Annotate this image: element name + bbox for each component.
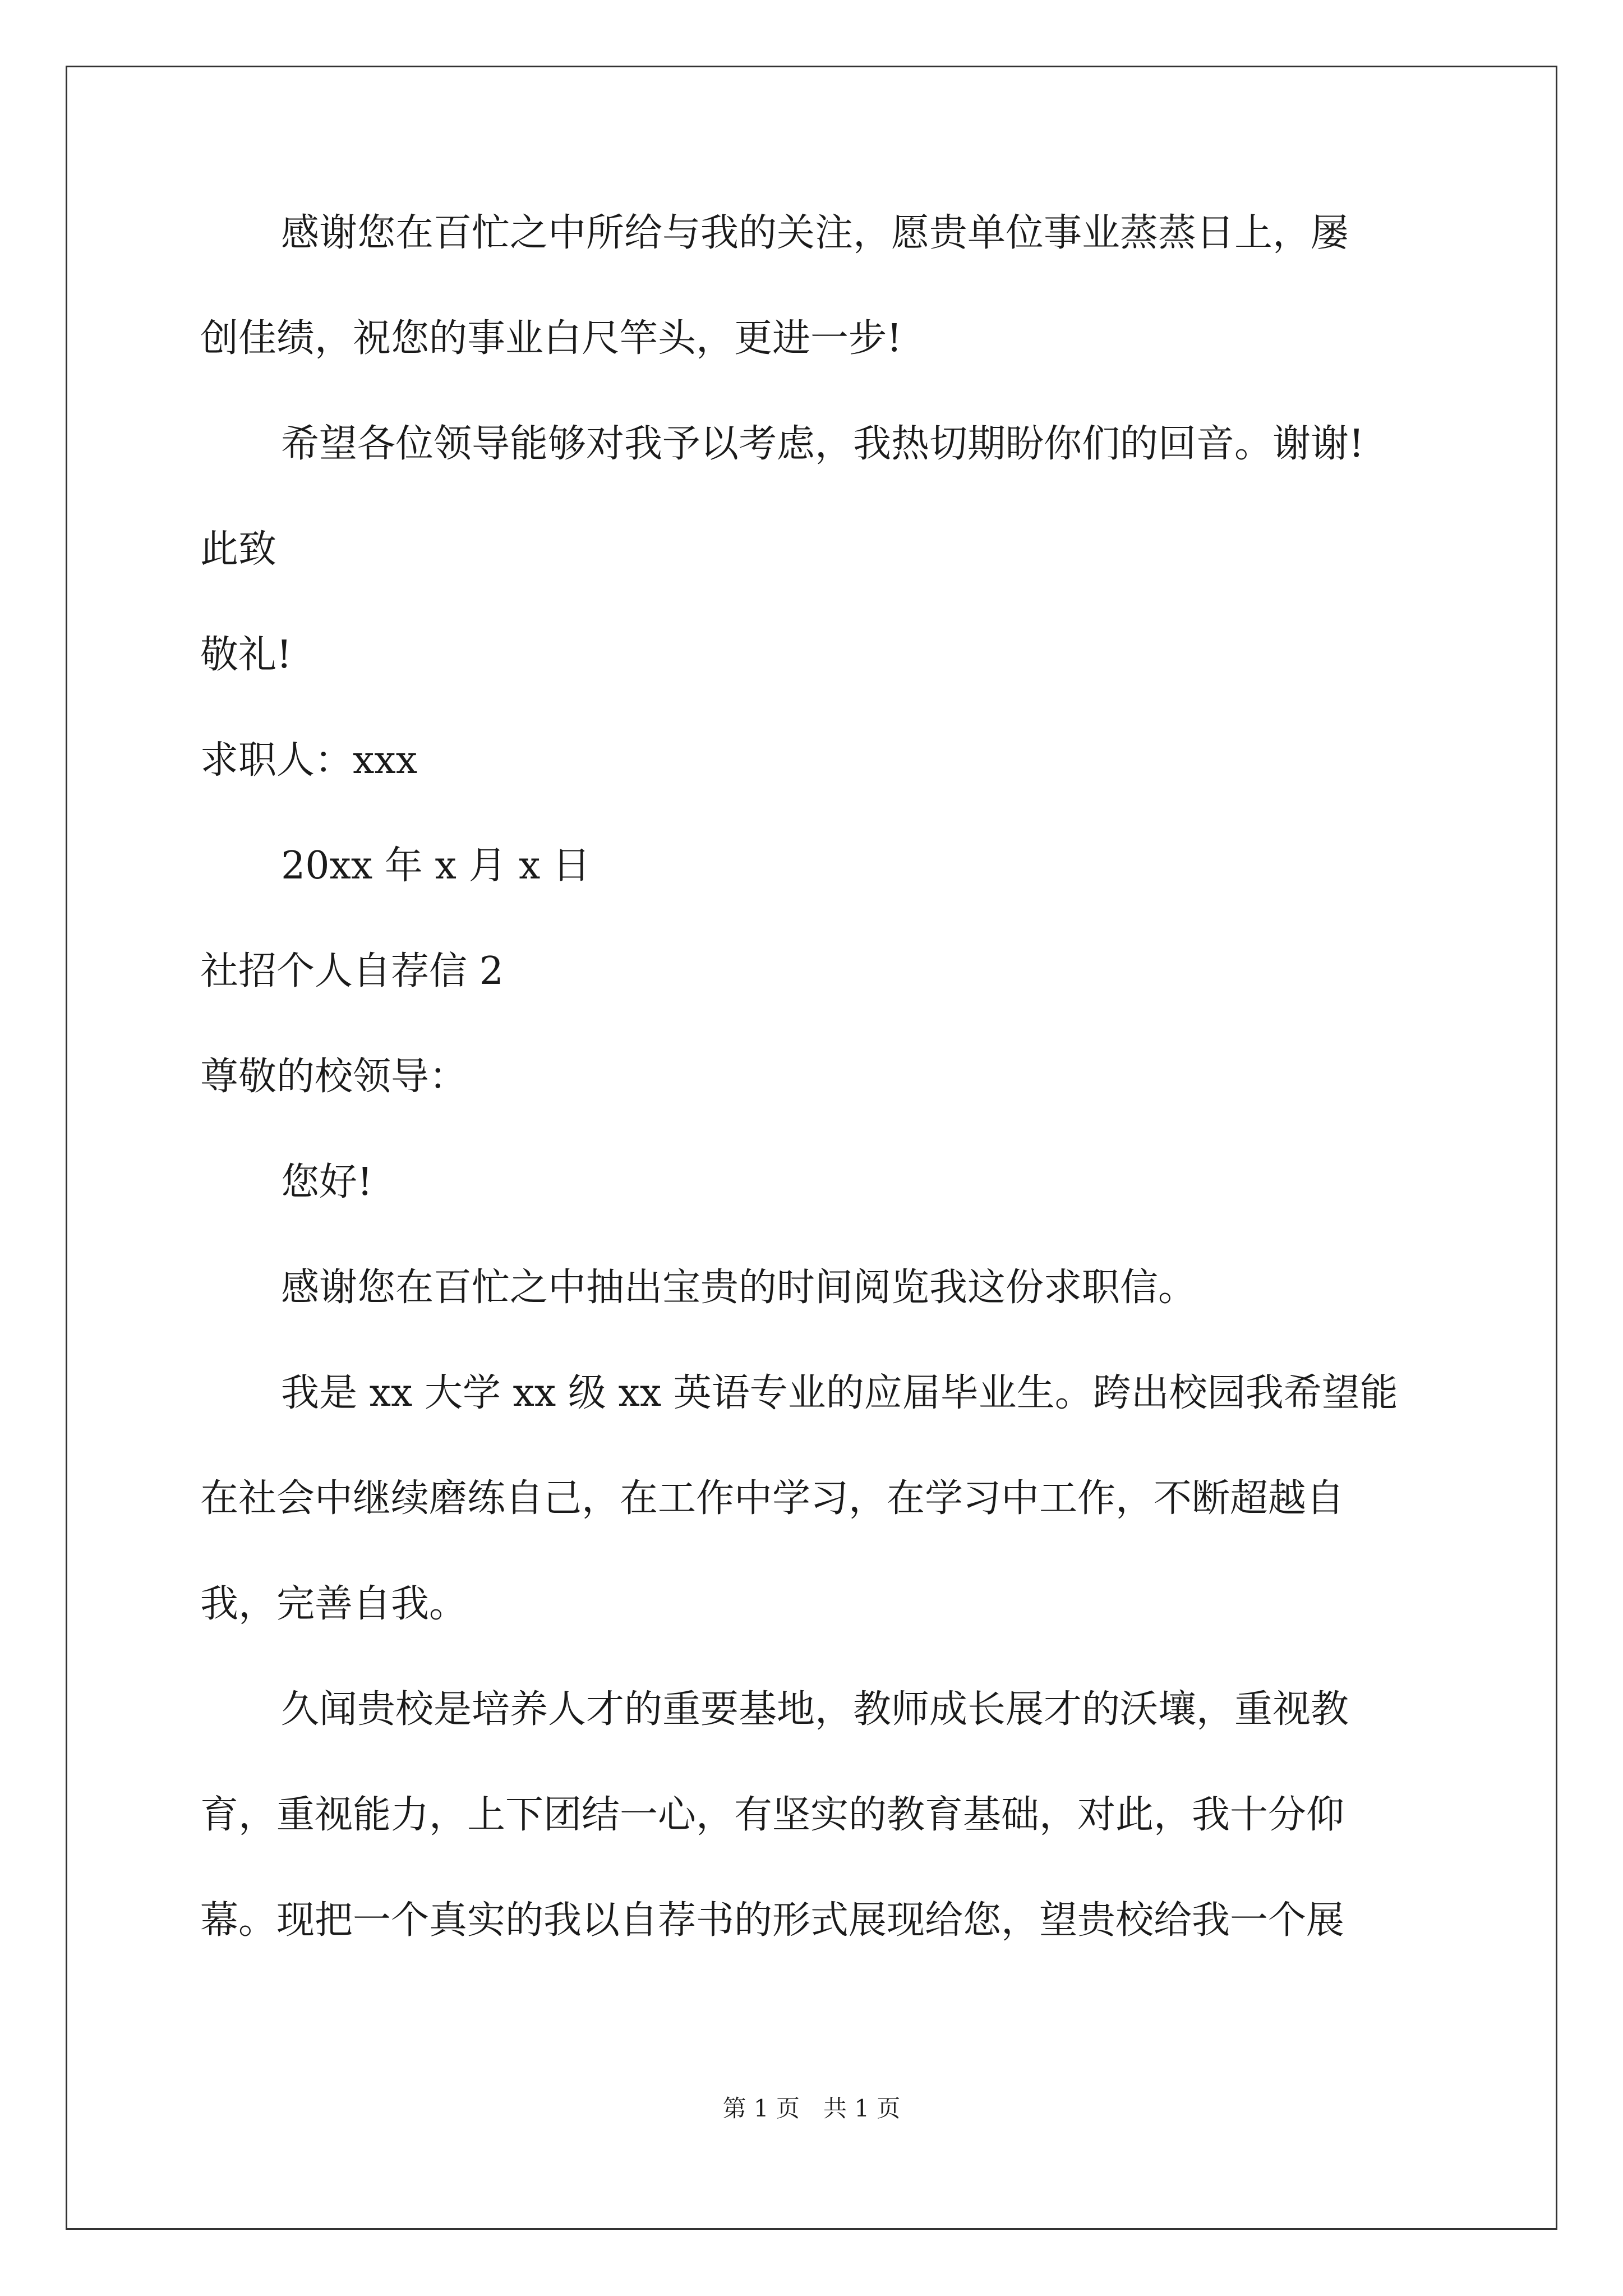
greeting-line: 尊敬的校领导：	[200, 1055, 468, 1099]
text-line: 您好!	[281, 1160, 373, 1204]
text-line: 育，重视能力，上下团结一心，有坚实的教育基础，对此，我十分仰	[200, 1793, 1345, 1837]
text-line: 希望各位领导能够对我予以考虑，我热切期盼你们的回音。谢谢!	[281, 422, 1364, 466]
text-line: 感谢您在百忙之中所给与我的关注，愿贵单位事业蒸蒸日上，屡	[281, 211, 1349, 255]
text-line: 感谢您在百忙之中抽出宝贵的时间阅览我这份求职信。	[281, 1266, 1197, 1310]
text-line: 久闻贵校是培养人才的重要基地，教师成长展才的沃壤，重视教	[281, 1687, 1349, 1732]
text-line: 创佳绩，祝您的事业白尺竿头，更进一步!	[200, 316, 902, 361]
page-footer: 第 1 页 共 1 页	[722, 2095, 901, 2122]
signature-line: 求职人：xxx	[200, 738, 418, 783]
text-line: 我是 xx 大学 xx 级 xx 英语专业的应届毕业生。跨出校园我希望能	[281, 1371, 1398, 1415]
date-line: 20xx 年 x 月 x 日	[281, 844, 591, 888]
section-title: 社招个人自荐信 2	[200, 949, 504, 993]
closing-regards: 敬礼!	[200, 633, 292, 677]
text-line: 幕。现把一个真实的我以自荐书的形式展现给您，望贵校给我一个展	[200, 1898, 1345, 1943]
closing-salutation: 此致	[200, 527, 277, 572]
text-line: 我，完善自我。	[200, 1582, 468, 1626]
text-line: 在社会中继续磨练自己，在工作中学习，在学习中工作，不断超越自	[200, 1476, 1345, 1521]
